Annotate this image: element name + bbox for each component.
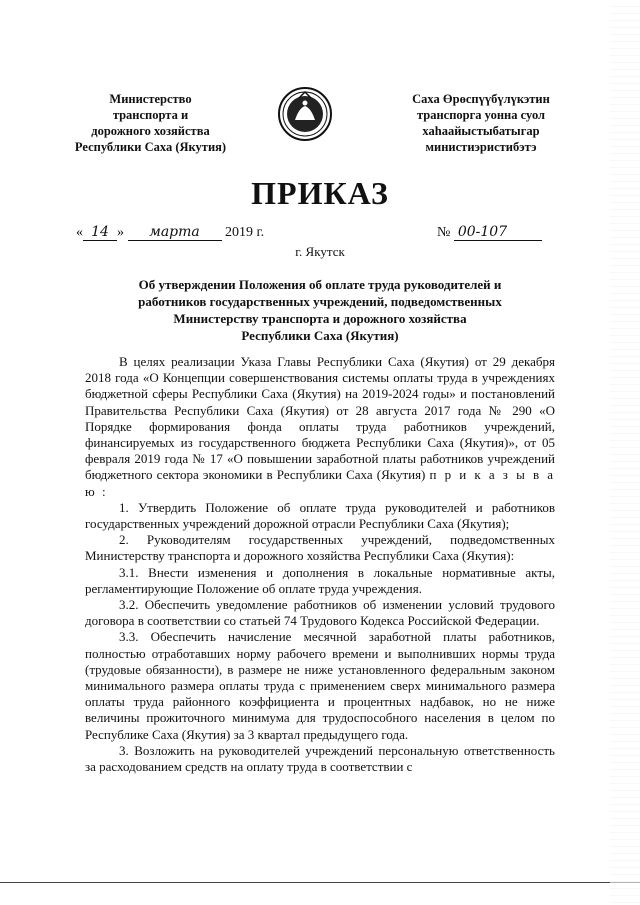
ministry-name-russian [48,91,253,155]
date-quote-close: » [117,225,124,240]
clause-2: 2. Руководителям государственных учреждений, подведомственных Министерству транспорта и дорожного хозяйства Республики Саха (Якутия): [85,532,555,564]
subject-line: работников государственных учреждений, подведомственных [138,294,502,309]
order-subject [110,276,530,344]
clause-1: 1. Утвердить Положение об оплате труда руководителей и работников государственных учреждений дорожной отрасли Республики Саха (Якутия); [85,499,555,532]
header-left-line: дорожного хозяйства [91,124,210,138]
subject-line: Министерству транспорта и дорожного хозяйства [173,311,467,326]
preamble-text: В целях реализации Указа Главы Республики Саха (Якутия) от 29 декабря 2018 года «О Концепции совершенствования системы оплаты труда в учреждениях бюджетной сферы Республики Саха (Якутия) на 2019-2024 годы» и постановлений Правительства Республики Саха (Якутия) от 28 августа 2017 года № 290 «О Порядке формирования фонда оплаты труда работников учреждений, финансируемых из государственного бюджета Республики Саха (Якутия)», от 05 февраля 2019 года № 17 «О повышении заработной платы работников учреждений бюджетного сектора экономики в Республики Саха (Якутия) [85,354,555,483]
scan-edge-noise [610,0,640,905]
header-right-line: хаһаайыстыбатыгар [422,124,540,138]
number-value: 00-107 [454,224,542,241]
header-right-line: транспорга уонна суол [416,108,546,122]
clause-3-1: 3.1. Внести изменения и дополнения в локальные нормативные акты, регламентирующие Положение об оплате труда учреждения. [85,564,555,596]
date-month: марта [128,224,222,241]
header-right-line: Саха Өрөспүүбүлүкэтин [412,92,550,106]
order-number [437,224,542,241]
clause-3-3: 3.3. Обеспечить начисление месячной заработной платы работников, полностью отработавших норму рабочего времени и выполнивших нормы труда (трудовые обязанности), в размере не ниже установленного федеральным законом минимального размера оплаты труда с применением сверх минимального размера оплаты труда районного коэффициента и процентных надбавок, но не ниже величины прожиточного минимума для трудоспособного населения в целом по Республике Саха (Якутия) за 3 квартал предыдущего года. [85,629,555,742]
document-title: ПРИКАЗ [251,175,389,211]
date-day: 14 [83,224,117,241]
header-left-line: транспорта и [112,108,189,122]
date-quote-open: « [76,225,83,240]
header-left-line: Министерство [109,92,192,106]
header-left-line: Республики Саха (Якутия) [74,140,227,154]
date-year: 2019 г. [225,225,265,240]
order-body [85,354,555,775]
ministry-name-yakut [370,91,592,155]
order-keyword: п р и к а з ы в а ю : [85,467,555,499]
number-prefix: № [437,225,451,240]
subject-line: Республики Саха (Якутия) [241,328,399,343]
clause-3: 3. Возложить на руководителей учреждений персональную ответственность за расходованием средств на оплату труда в соответствии с [85,742,555,775]
preamble-paragraph [85,354,555,500]
coat-of-arms-emblem [277,86,333,142]
order-date [76,224,264,241]
subject-line: Об утверждении Положения об оплате труда руководителей и [138,277,502,292]
clause-3-2: 3.2. Обеспечить уведомление работников об изменении условий трудового договора в соответствии со статьей 74 Трудового Кодекса Российской Федерации. [85,597,555,629]
bottom-scan-line [0,882,640,883]
header-right-line: министиэристибэтэ [425,140,537,154]
city: г. Якутск [295,244,345,259]
